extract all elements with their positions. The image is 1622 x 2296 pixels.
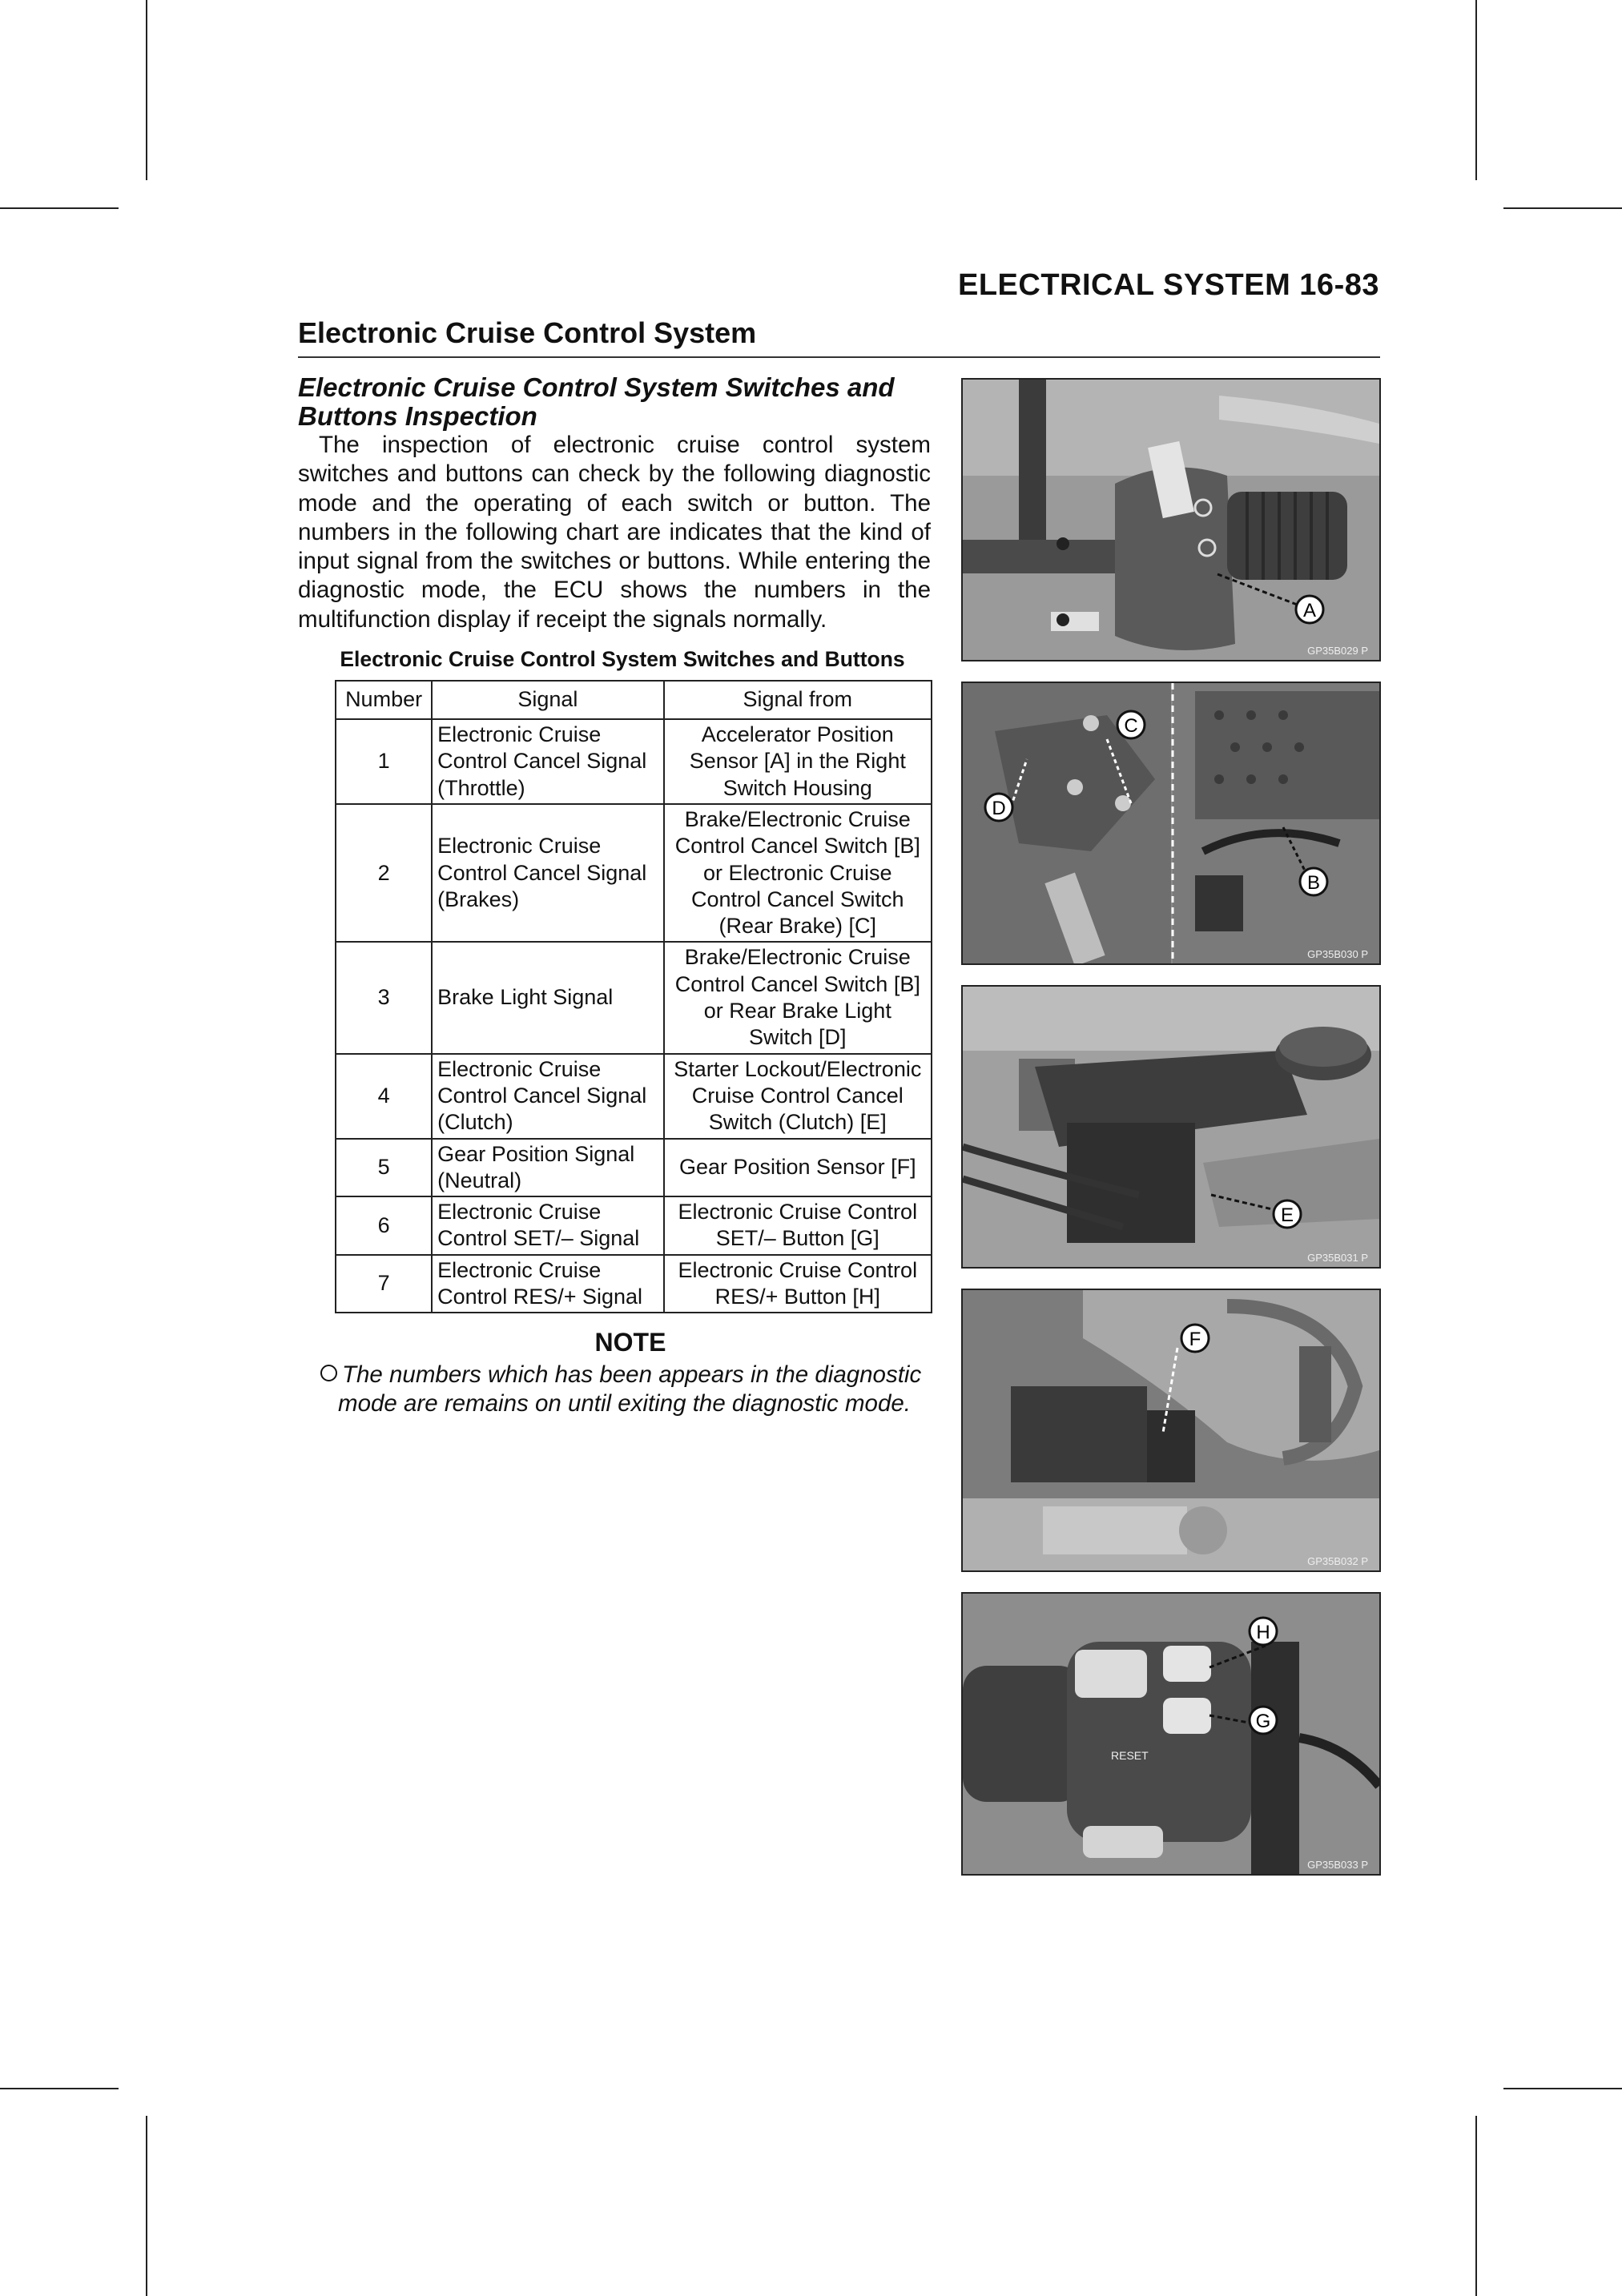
cell-signal: Electronic Cruise Control SET/– Signal xyxy=(432,1196,663,1255)
cell-number: 3 xyxy=(336,942,432,1053)
cell-source: Brake/Electronic Cruise Control Cancel Switch [B] or Electronic Cruise Control Cancel Switch (Rear Brake) [C] xyxy=(664,804,932,942)
intro-paragraph: The inspection of electronic cruise control system switches and buttons can check by the following diagnostic mode and the operating of each switch or button. The numbers in the following chart are indicates that the kind of input signal from the switches or buttons. While entering the diagnostic mode, the ECU shows the numbers in the multifunction display if receipt the signals normally. xyxy=(298,432,931,633)
crop-mark xyxy=(1503,2088,1622,2089)
cell-source: Starter Lockout/Electronic Cruise Control Cancel Switch (Clutch) [E] xyxy=(664,1054,932,1139)
cell-source: Electronic Cruise Control RES/+ Button [H] xyxy=(664,1255,932,1313)
photo-code: GP35B032 P xyxy=(1307,1555,1368,1567)
note-heading: NOTE xyxy=(594,1328,666,1357)
photo-left-switch-housing xyxy=(961,1592,1381,1876)
table-row xyxy=(336,1196,932,1255)
crop-mark xyxy=(1475,0,1477,180)
cell-number: 7 xyxy=(336,1255,432,1313)
cell-number: 5 xyxy=(336,1139,432,1197)
cell-signal: Electronic Cruise Control RES/+ Signal xyxy=(432,1255,663,1313)
reset-button-label: RESET xyxy=(1111,1749,1149,1762)
section-title: Electronic Cruise Control System Switches and Buttons Inspection xyxy=(298,372,895,431)
photo-code: GP35B033 P xyxy=(1307,1859,1368,1871)
cell-source: Accelerator Position Sensor [A] in the Right Switch Housing xyxy=(664,719,932,804)
callout-label: A xyxy=(1302,600,1317,621)
callout-label: C xyxy=(1124,715,1138,737)
crop-mark xyxy=(1503,207,1622,209)
running-head: ELECTRICAL SYSTEM 16-83 xyxy=(957,268,1379,302)
table-row xyxy=(336,1139,932,1197)
photo-illustration xyxy=(963,1594,1379,1874)
table-row xyxy=(336,942,932,1053)
cell-number: 4 xyxy=(336,1054,432,1139)
main-column xyxy=(298,373,931,1418)
cell-signal: Electronic Cruise Control Cancel Signal (Clutch) xyxy=(432,1054,663,1139)
photo-illustration xyxy=(963,987,1379,1267)
crop-mark xyxy=(0,207,119,209)
note-text-content: The numbers which has been appears in the diagnostic mode are remains on until exiting the diagnostic mode. xyxy=(338,1361,922,1417)
column-header: Signal xyxy=(432,681,663,719)
photo-code: GP35B030 P xyxy=(1307,948,1368,960)
cell-source: Brake/Electronic Cruise Control Cancel Switch [B] or Rear Brake Light Switch [D] xyxy=(664,942,932,1053)
photo-code: GP35B029 P xyxy=(1307,645,1368,657)
table-header-row xyxy=(336,681,932,719)
table-row xyxy=(336,1054,932,1139)
column-header: Signal from xyxy=(664,681,932,719)
circle-bullet-icon xyxy=(320,1365,337,1381)
cell-signal: Brake Light Signal xyxy=(432,942,663,1053)
table-row xyxy=(336,804,932,942)
chapter-title: Electronic Cruise Control System xyxy=(298,316,757,349)
callout-label: G xyxy=(1255,1711,1271,1732)
note-text xyxy=(320,1361,931,1418)
cell-number: 6 xyxy=(336,1196,432,1255)
callout-label: H xyxy=(1256,1622,1270,1643)
callout-label: F xyxy=(1189,1329,1201,1350)
photo-clutch-switch xyxy=(961,985,1381,1269)
photo-illustration xyxy=(963,1290,1379,1570)
cell-number: 1 xyxy=(336,719,432,804)
cell-signal: Electronic Cruise Control Cancel Signal (Throttle) xyxy=(432,719,663,804)
cell-source: Electronic Cruise Control SET/– Button [G] xyxy=(664,1196,932,1255)
cell-source: Gear Position Sensor [F] xyxy=(664,1139,932,1197)
callout-label: E xyxy=(1280,1204,1294,1226)
table-row xyxy=(336,719,932,804)
crop-mark xyxy=(0,2088,119,2089)
signal-table xyxy=(335,680,932,1313)
column-header: Number xyxy=(336,681,432,719)
cell-signal: Gear Position Signal (Neutral) xyxy=(432,1139,663,1197)
photo-brake-switches xyxy=(961,682,1381,965)
callout-label: D xyxy=(992,798,1006,819)
table-row xyxy=(336,1255,932,1313)
photo-right-switch-housing xyxy=(961,378,1381,661)
header-rule xyxy=(298,356,1380,358)
crop-mark xyxy=(1475,2116,1477,2296)
crop-mark xyxy=(146,2116,147,2296)
photo-code: GP35B031 P xyxy=(1307,1252,1368,1264)
photo-illustration xyxy=(963,380,1379,660)
photo-illustration xyxy=(963,683,1379,963)
cell-signal: Electronic Cruise Control Cancel Signal (Brakes) xyxy=(432,804,663,942)
crop-mark xyxy=(146,0,147,180)
cell-number: 2 xyxy=(336,804,432,942)
photo-gear-position-sensor xyxy=(961,1289,1381,1572)
table-caption: Electronic Cruise Control System Switches and Buttons xyxy=(340,647,905,672)
callout-label: B xyxy=(1306,872,1321,894)
